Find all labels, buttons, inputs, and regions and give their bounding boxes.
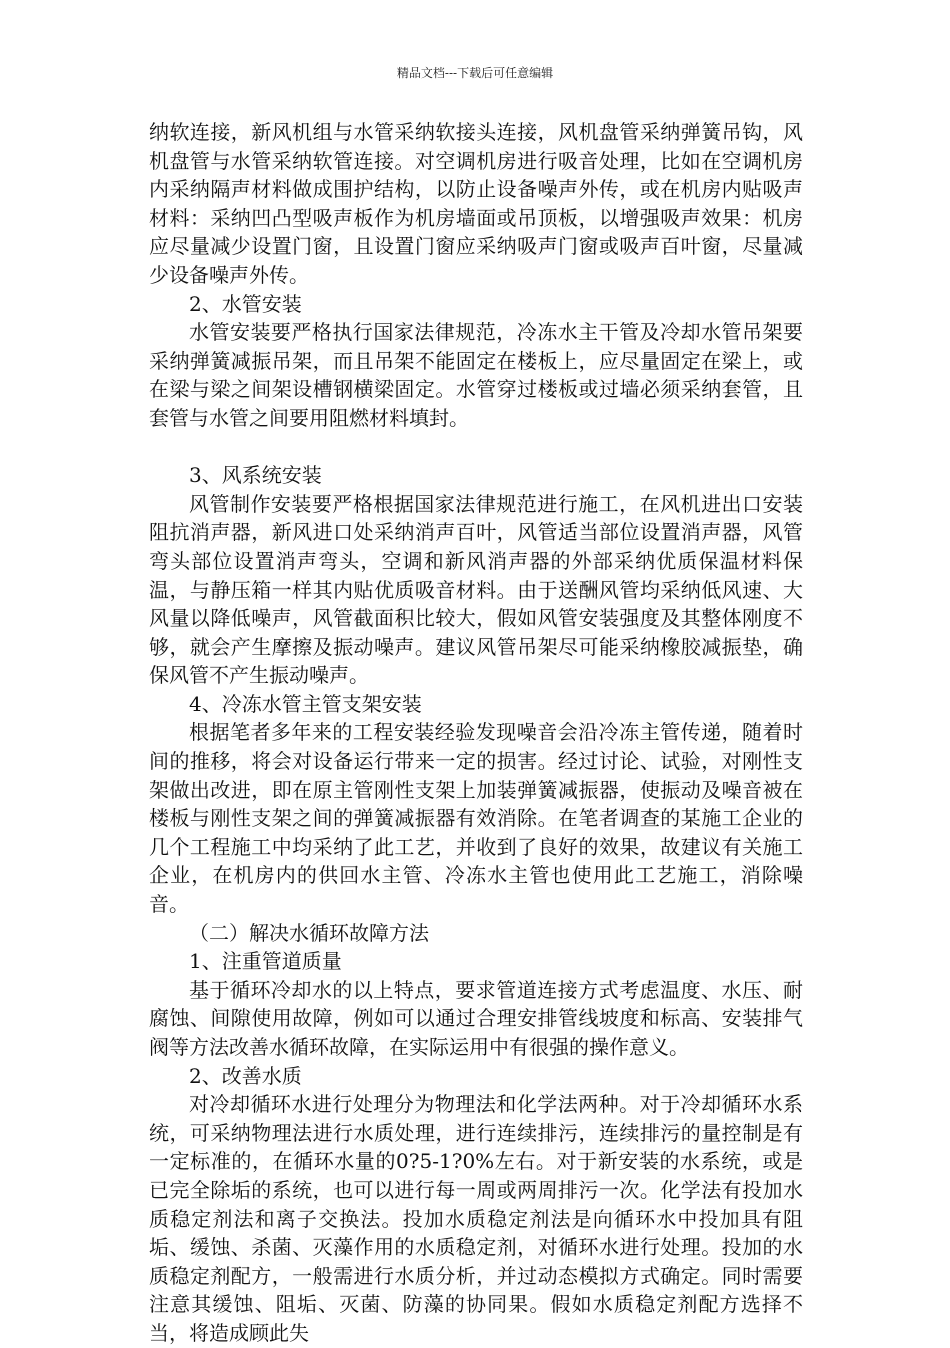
- paragraph-pipe-quality: 基于循环冷却水的以上特点，要求管道连接方式考虑温度、水压、耐腐蚀、间隙使用故障，例如可以通过合理安排管线坡度和标高、安装排气阀等方法改善水循环故障，在实际运用中有很强的操作意义。: [149, 977, 803, 1059]
- paragraph-water-quality: 对冷却循环水进行处理分为物理法和化学法两种。对于冷却循环水系统，可采纳物理法进行水质处理，进行连续排污，连续排污的量控制是有一定标准的，在循环水量的0?5-1?0%左右。对于新安装的水系统，或是已完全除垢的系统，也可以进行每一周或两周排污一次。化学法有投加水质稳定剂法和离子交换法。投加水质稳定剂法是向循环水中投加具有阻垢、缓蚀、杀菌、灭藻作用的水质稳定剂，对循环水进行处理。投加的水质稳定剂配方，一般需进行水质分析，并过动态模拟方式确定。同时需要注意其缓蚀、阻垢、灭菌、防藻的协同果。假如水质稳定剂配方选择不当，将造成顾此失: [149, 1092, 803, 1345]
- heading-air-system: 3、风系统安装: [189, 463, 322, 488]
- heading-pipe-quality: 1、注重管道质量: [189, 949, 342, 974]
- paragraph-water-pipe: 水管安装要严格执行国家法律规范，冷冻水主干管及冷却水管吊架要采纳弹簧减振吊架，而且吊架不能固定在楼板上，应尽量固定在梁上，或在梁与梁之间架设槽钢横梁固定。水管穿过楼板或过墙必须采纳套管，且套管与水管之间要用阻燃材料填封。: [149, 320, 803, 430]
- paragraph-chilled-pipe-support: 根据笔者多年来的工程安装经验发现噪音会沿冷冻主管传递，随着时间的推移，将会对设备运行带来一定的损害。经过讨论、试验，对刚性支架做出改进，即在原主管刚性支架上加装弹簧减振器，使振动及噪音被在楼板与刚性支架之间的弹簧减振器有效消除。在笔者调查的某施工企业的几个工程施工中均采纳了此工艺，并收到了良好的效果，故建议有关施工企业，在机房内的供回水主管、冷冻水主管也使用此工艺施工，消除噪音。: [149, 720, 803, 917]
- heading-water-quality: 2、改善水质: [189, 1063, 302, 1088]
- heading-chilled-pipe-support: 4、冷冻水管主管支架安装: [189, 691, 422, 716]
- heading-water-circulation: （二）解决水循环故障方法: [189, 920, 429, 945]
- paragraph-noise-treatment: 纳软连接，新风机组与水管采纳软接头连接，风机盘管采纳弹簧吊钩，风机盘管与水管采纳软管连接。对空调机房进行吸音处理，比如在空调机房内采纳隔声材料做成围护结构，以防止设备噪声外传，或在机房内贴吸声材料：采纳凹凸型吸声板作为机房墙面或吊顶板，以增强吸声效果：机房应尽量减少设置门窗，且设置门窗应采纳吸声门窗或吸声百叶窗，尽量减少设备噪声外传。: [149, 120, 803, 287]
- document-body: [149, 118, 803, 1348]
- heading-water-pipe: 2、水管安装: [189, 291, 302, 316]
- page-header: 精品文档---下载后可任意编辑: [396, 66, 554, 80]
- paragraph-air-system: 风管制作安装要严格根据国家法律规范进行施工，在风机进出口安装阻抗消声器，新风进口处采纳消声百叶，风管适当部位设置消声器，风管弯头部位设置消声弯头，空调和新风消声器的外部采纳优质保温材料保温，与静压箱一样其内贴优质吸音材料。由于送酬风管均采纳低风速、大风量以降低噪声，风管截面积比较大，假如风管安装强度及其整体刚度不够，就会产生摩擦及振动噪声。建议风管吊架尽可能采纳橡胶减振垫，确保风管不产生振动噪声。: [149, 491, 803, 688]
- blank-line: [149, 433, 803, 462]
